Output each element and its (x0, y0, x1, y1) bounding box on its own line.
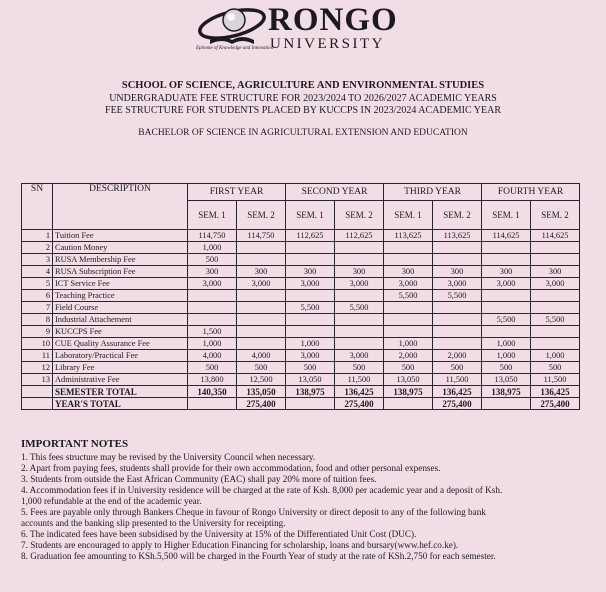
fee-cell (531, 302, 580, 314)
fee-cell (286, 314, 335, 326)
fee-cell: 500 (188, 362, 237, 374)
year-total-cell: 275,400 (237, 398, 286, 410)
column-header-semester: SEM. 1 (482, 201, 531, 230)
semester-total-label: SEMESTER TOTAL (53, 386, 188, 398)
fee-cell (531, 254, 580, 266)
row-description: ICT Service Fee (53, 278, 188, 290)
fee-cell: 500 (286, 362, 335, 374)
fee-cell: 4,000 (188, 350, 237, 362)
fee-cell: 300 (335, 266, 384, 278)
row-description: Caution Money (53, 242, 188, 254)
row-description: Tuition Fee (53, 230, 188, 242)
fee-cell (335, 326, 384, 338)
fee-cell (237, 290, 286, 302)
column-header-semester: SEM. 2 (531, 201, 580, 230)
row-description: Industrial Attachement (53, 314, 188, 326)
year-total-spacer (188, 398, 237, 410)
fee-cell: 3,000 (286, 278, 335, 290)
fee-cell: 11,500 (335, 374, 384, 386)
row-sn (22, 386, 53, 398)
fee-cell: 5,500 (335, 302, 384, 314)
year-total-spacer (482, 398, 531, 410)
column-header-description: DESCRIPTION (53, 184, 188, 230)
fee-cell: 114,625 (482, 230, 531, 242)
year-total-cell: 275,400 (335, 398, 384, 410)
fee-cell: 13,050 (286, 374, 335, 386)
fee-cell (335, 314, 384, 326)
fee-cell (531, 242, 580, 254)
fee-cell: 113,625 (384, 230, 433, 242)
semester-total-cell: 138,975 (384, 386, 433, 398)
fee-cell (286, 290, 335, 302)
notes-title: IMPORTANT NOTES (21, 438, 129, 450)
row-description: RUSA Membership Fee (53, 254, 188, 266)
kuccps-title: FEE STRUCTURE FOR STUDENTS PLACED BY KUCCPS IN 2023/2024 ACADEMIC YEAR (105, 105, 501, 116)
fee-cell (237, 242, 286, 254)
fee-cell (286, 242, 335, 254)
fee-cell: 2,000 (384, 350, 433, 362)
fee-cell (286, 254, 335, 266)
fee-cell (384, 254, 433, 266)
fee-cell: 3,000 (482, 278, 531, 290)
row-sn: 4 (22, 266, 53, 278)
globe-book-icon (196, 2, 268, 48)
row-sn: 10 (22, 338, 53, 350)
table-row (22, 290, 580, 302)
fee-cell: 112,625 (335, 230, 384, 242)
fee-cell: 3,000 (531, 278, 580, 290)
year-total-spacer (286, 398, 335, 410)
fee-cell (384, 314, 433, 326)
fee-table (21, 183, 580, 410)
fee-cell (433, 326, 482, 338)
row-sn: 7 (22, 302, 53, 314)
fee-cell: 500 (482, 362, 531, 374)
row-sn: 9 (22, 326, 53, 338)
notes-list (21, 452, 601, 562)
fee-cell: 3,000 (188, 278, 237, 290)
school-title: SCHOOL OF SCIENCE, AGRICULTURE AND ENVIRONMENTAL STUDIES (121, 80, 485, 91)
fee-cell: 13,050 (482, 374, 531, 386)
column-header-sn: SN (22, 184, 53, 230)
note-item: 7. Students are encouraged to apply to Higher Education Financing for scholarship, loans and bursary(www.hef.co.ke). (21, 540, 459, 550)
fee-cell (433, 314, 482, 326)
fee-cell (482, 242, 531, 254)
fee-cell (482, 290, 531, 302)
fee-cell (433, 254, 482, 266)
fee-cell: 114,750 (188, 230, 237, 242)
important-notes (21, 437, 601, 562)
note-item: 1. This fees structure may be revised by the University Council when necessary. (21, 452, 316, 462)
fee-cell: 500 (335, 362, 384, 374)
fee-cell: 500 (237, 362, 286, 374)
row-sn (22, 398, 53, 410)
row-description: KUCCPS Fee (53, 326, 188, 338)
fee-cell: 11,500 (531, 374, 580, 386)
row-sn: 2 (22, 242, 53, 254)
table-row (22, 338, 580, 350)
table-row (22, 350, 580, 362)
fee-cell (335, 242, 384, 254)
row-description: Field Course (53, 302, 188, 314)
fee-cell (531, 338, 580, 350)
year-total-spacer (384, 398, 433, 410)
fee-cell: 2,000 (433, 350, 482, 362)
fee-cell: 13,800 (188, 374, 237, 386)
fee-cell (286, 326, 335, 338)
fee-cell: 5,500 (286, 302, 335, 314)
fee-cell: 4,000 (237, 350, 286, 362)
semester-total-cell: 136,425 (531, 386, 580, 398)
fee-cell: 5,500 (531, 314, 580, 326)
semester-total-cell: 138,975 (286, 386, 335, 398)
brand-name: RONGO (268, 2, 398, 38)
note-item: accounts and the banking slip presented to the University for receipting. (21, 518, 286, 528)
fee-cell (237, 338, 286, 350)
fee-cell: 500 (531, 362, 580, 374)
fee-cell: 3,000 (433, 278, 482, 290)
row-description: CUE Quality Assurance Fee (53, 338, 188, 350)
column-header-semester: SEM. 1 (384, 201, 433, 230)
fee-cell (433, 242, 482, 254)
row-sn: 12 (22, 362, 53, 374)
fee-cell: 3,000 (237, 278, 286, 290)
row-description: Teaching Practice (53, 290, 188, 302)
fee-cell (531, 326, 580, 338)
fee-cell: 3,000 (335, 350, 384, 362)
row-sn: 5 (22, 278, 53, 290)
fee-cell: 1,000 (188, 242, 237, 254)
fee-cell: 1,000 (531, 350, 580, 362)
row-description: Administrative Fee (53, 374, 188, 386)
note-item: 3. Students from outside the East African Community (EAC) shall pay 20% more of tuition fees. (21, 474, 377, 484)
table-header-years (22, 184, 580, 201)
column-header-year: THIRD YEAR (384, 184, 482, 201)
fee-cell (237, 326, 286, 338)
programme-title: BACHELOR OF SCIENCE IN AGRICULTURAL EXTENSION AND EDUCATION (138, 128, 468, 138)
fee-cell: 113,625 (433, 230, 482, 242)
column-header-year: FIRST YEAR (188, 184, 286, 201)
table-row (22, 314, 580, 326)
note-item: 5. Fees are payable only through Bankers Cheque in favour of Rongo University or direct deposit to any of the following bank (21, 507, 486, 517)
fee-cell: 300 (237, 266, 286, 278)
brand-subtitle: UNIVERSITY (270, 36, 385, 52)
fee-cell (482, 302, 531, 314)
table-row (22, 266, 580, 278)
fee-cell: 3,000 (384, 278, 433, 290)
row-sn: 6 (22, 290, 53, 302)
column-header-semester: SEM. 2 (433, 201, 482, 230)
fee-cell: 300 (384, 266, 433, 278)
table-row (22, 374, 580, 386)
fee-cell (384, 302, 433, 314)
fee-cell: 300 (482, 266, 531, 278)
column-header-semester: SEM. 2 (237, 201, 286, 230)
fee-cell: 1,500 (188, 326, 237, 338)
note-item: 4. Accommodation fees if in University residence will be charged at the rate of Ksh. 8,000 per academic year and a deposit of Ksh. (21, 485, 503, 495)
fee-cell (384, 242, 433, 254)
column-header-semester: SEM. 1 (188, 201, 237, 230)
fee-cell (237, 314, 286, 326)
table-row (22, 302, 580, 314)
year-total-cell: 275,400 (531, 398, 580, 410)
fee-cell (335, 290, 384, 302)
fee-cell (335, 254, 384, 266)
fee-cell (433, 302, 482, 314)
semester-total-row (22, 386, 580, 398)
fee-cell: 5,500 (433, 290, 482, 302)
row-description: Library Fee (53, 362, 188, 374)
column-header-year: SECOND YEAR (286, 184, 384, 201)
semester-total-cell: 136,425 (335, 386, 384, 398)
fee-cell: 500 (384, 362, 433, 374)
note-item: 2. Apart from paying fees, students shall provide for their own accommodation, food and other personal expenses. (21, 463, 441, 473)
fee-cell (482, 326, 531, 338)
fee-cell: 300 (433, 266, 482, 278)
semester-total-cell: 140,350 (188, 386, 237, 398)
fee-cell: 3,000 (335, 278, 384, 290)
row-sn: 3 (22, 254, 53, 266)
university-logo (196, 2, 412, 54)
fee-cell (433, 338, 482, 350)
row-sn: 1 (22, 230, 53, 242)
fee-cell: 3,000 (286, 350, 335, 362)
note-item: 1,000 refundable at the end of the academic year. (21, 496, 202, 506)
fee-cell (335, 338, 384, 350)
fee-cell: 112,625 (286, 230, 335, 242)
fee-cell: 11,500 (433, 374, 482, 386)
row-description: Laboratory/Practical Fee (53, 350, 188, 362)
fee-cell: 13,050 (384, 374, 433, 386)
fee-cell: 500 (433, 362, 482, 374)
table-row (22, 242, 580, 254)
row-sn: 13 (22, 374, 53, 386)
fee-cell: 1,000 (188, 338, 237, 350)
row-sn: 8 (22, 314, 53, 326)
fee-cell (384, 326, 433, 338)
fee-cell: 300 (188, 266, 237, 278)
fee-cell: 5,500 (384, 290, 433, 302)
column-header-year: FOURTH YEAR (482, 184, 580, 201)
note-item: 6. The indicated fees have been subsidised by the University at 15% of the Differentiated Unit Cost (DUC). (21, 529, 417, 539)
fee-table-body (22, 230, 580, 410)
fee-cell: 500 (188, 254, 237, 266)
semester-total-cell: 138,975 (482, 386, 531, 398)
year-total-cell: 275,400 (433, 398, 482, 410)
fee-cell (531, 290, 580, 302)
fee-cell: 1,000 (482, 350, 531, 362)
row-sn: 11 (22, 350, 53, 362)
semester-total-cell: 135,050 (237, 386, 286, 398)
fee-cell (188, 302, 237, 314)
fee-cell: 300 (286, 266, 335, 278)
table-row (22, 230, 580, 242)
year-total-row (22, 398, 580, 410)
fee-cell: 114,750 (237, 230, 286, 242)
fee-cell: 1,000 (482, 338, 531, 350)
fee-cell (237, 302, 286, 314)
table-row (22, 254, 580, 266)
fee-cell: 1,000 (286, 338, 335, 350)
fee-cell: 300 (531, 266, 580, 278)
fee-cell: 114,625 (531, 230, 580, 242)
fee-cell: 1,000 (384, 338, 433, 350)
table-row (22, 326, 580, 338)
fee-cell: 12,500 (237, 374, 286, 386)
row-description: RUSA Subscription Fee (53, 266, 188, 278)
table-row (22, 362, 580, 374)
fee-cell (237, 254, 286, 266)
brand-motto: Epitome of Knowledge and Innovation (196, 46, 274, 51)
year-total-label: YEAR'S TOTAL (53, 398, 188, 410)
fee-structure-title: UNDERGRADUATE FEE STRUCTURE FOR 2023/2024 TO 2026/2027 ACADEMIC YEARS (109, 93, 497, 104)
table-row (22, 278, 580, 290)
semester-total-cell: 136,425 (433, 386, 482, 398)
fee-cell (188, 314, 237, 326)
column-header-semester: SEM. 1 (286, 201, 335, 230)
column-header-semester: SEM. 2 (335, 201, 384, 230)
fee-cell (188, 290, 237, 302)
fee-cell: 5,500 (482, 314, 531, 326)
note-item: 8. Graduation fee amounting to KSh.5,500 will be charged in the Fourth Year of study at the rate of KSh.2,750 for each semester. (21, 551, 496, 561)
fee-cell (482, 254, 531, 266)
